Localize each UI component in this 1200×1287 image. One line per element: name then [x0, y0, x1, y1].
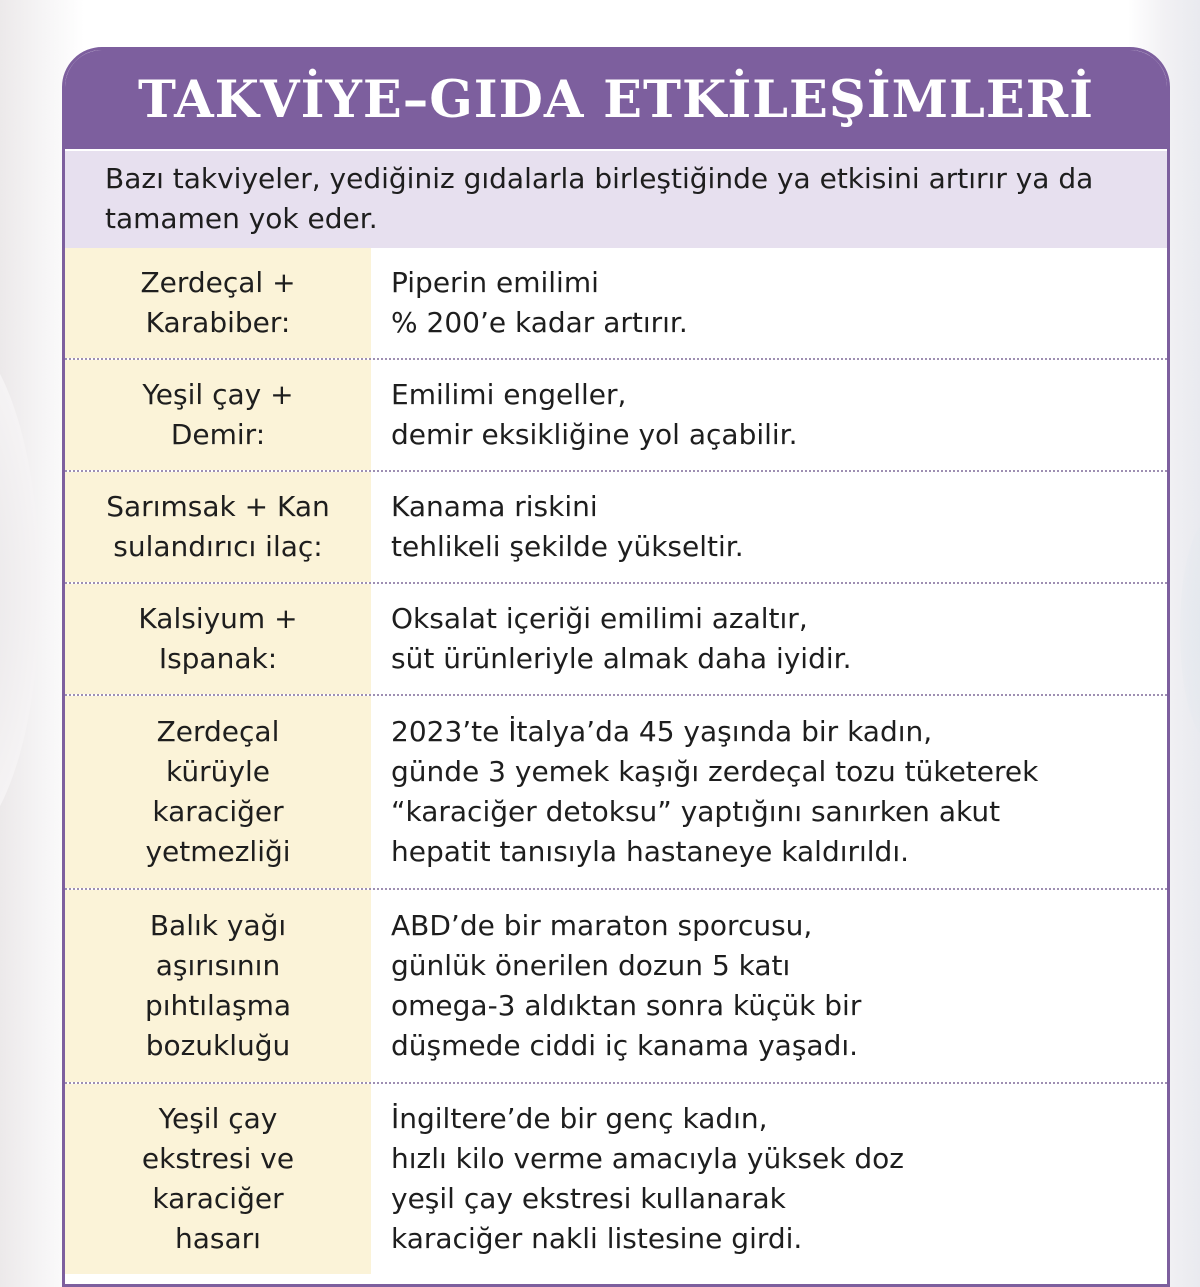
table-row: [65, 472, 1167, 584]
effect-text: ABD’de bir maraton sporcusu, günlük önerilen dozun 5 katı omega-3 aldıktan sonra küçük bir düşmede ciddi iç kanama yaşadı.: [391, 909, 862, 1062]
effect-cell: [371, 584, 1167, 694]
interaction-table: [65, 248, 1167, 1274]
supplement-label: Yeşil çay + Demir:: [142, 378, 294, 451]
title-bar: [65, 50, 1167, 151]
effect-text: 2023’te İtalya’da 45 yaşında bir kadın, günde 3 yemek kaşığı zerdeçal tozu tüketerek “karaciğer detoksu” yaptığını sanırken akut hepatit tanısıyla hastaneye kaldırıldı.: [391, 715, 1039, 868]
effect-cell: [371, 1084, 1167, 1274]
intro-box: [65, 151, 1167, 248]
supplement-cell: [65, 584, 371, 694]
supplement-label: Zerdeçal kürüyle karaciğer yetmezliği: [145, 715, 291, 868]
background-blur-right: [1180, 520, 1200, 740]
effect-cell: [371, 248, 1167, 358]
supplement-cell: [65, 890, 371, 1082]
effect-text: Piperin emilimi % 200’e kadar artırır.: [391, 266, 688, 339]
table-row: [65, 360, 1167, 472]
table-row: [65, 248, 1167, 360]
info-box: [62, 47, 1170, 1287]
background-blur-left: [0, 330, 40, 850]
intro-text: Bazı takviyeler, yediğiniz gıdalarla birleştiğinde ya etkisini artırır ya da tamamen yok eder.: [105, 162, 1094, 235]
supplement-cell: [65, 1084, 371, 1274]
table-row: [65, 890, 1167, 1084]
table-row: [65, 584, 1167, 696]
page-title: TAKVİYE–GIDA ETKİLEŞİMLERİ: [137, 69, 1095, 130]
supplement-cell: [65, 248, 371, 358]
supplement-label: Yeşil çay ekstresi ve karaciğer hasarı: [141, 1102, 295, 1255]
effect-text: İngiltere’de bir genç kadın, hızlı kilo verme amacıyla yüksek doz yeşil çay ekstresi kullanarak karaciğer nakli listesine girdi.: [391, 1102, 904, 1255]
supplement-cell: [65, 472, 371, 582]
effect-text: Kanama riskini tehlikeli şekilde yükseltir.: [391, 490, 744, 563]
effect-cell: [371, 472, 1167, 582]
supplement-label: Sarımsak + Kan sulandırıcı ilaç:: [106, 490, 330, 563]
supplement-label: Balık yağı aşırısının pıhtılaşma bozukluğu: [144, 909, 291, 1062]
effect-text: Emilimi engeller, demir eksikliğine yol açabilir.: [391, 378, 798, 451]
table-row: [65, 1084, 1167, 1274]
effect-cell: [371, 696, 1167, 888]
supplement-cell: [65, 360, 371, 470]
effect-cell: [371, 360, 1167, 470]
supplement-label: Kalsiyum + Ispanak:: [138, 602, 298, 675]
effect-cell: [371, 890, 1167, 1082]
effect-text: Oksalat içeriği emilimi azaltır, süt ürünleriyle almak daha iyidir.: [391, 602, 852, 675]
supplement-label: Zerdeçal + Karabiber:: [140, 266, 296, 339]
supplement-cell: [65, 696, 371, 888]
table-row: [65, 696, 1167, 890]
